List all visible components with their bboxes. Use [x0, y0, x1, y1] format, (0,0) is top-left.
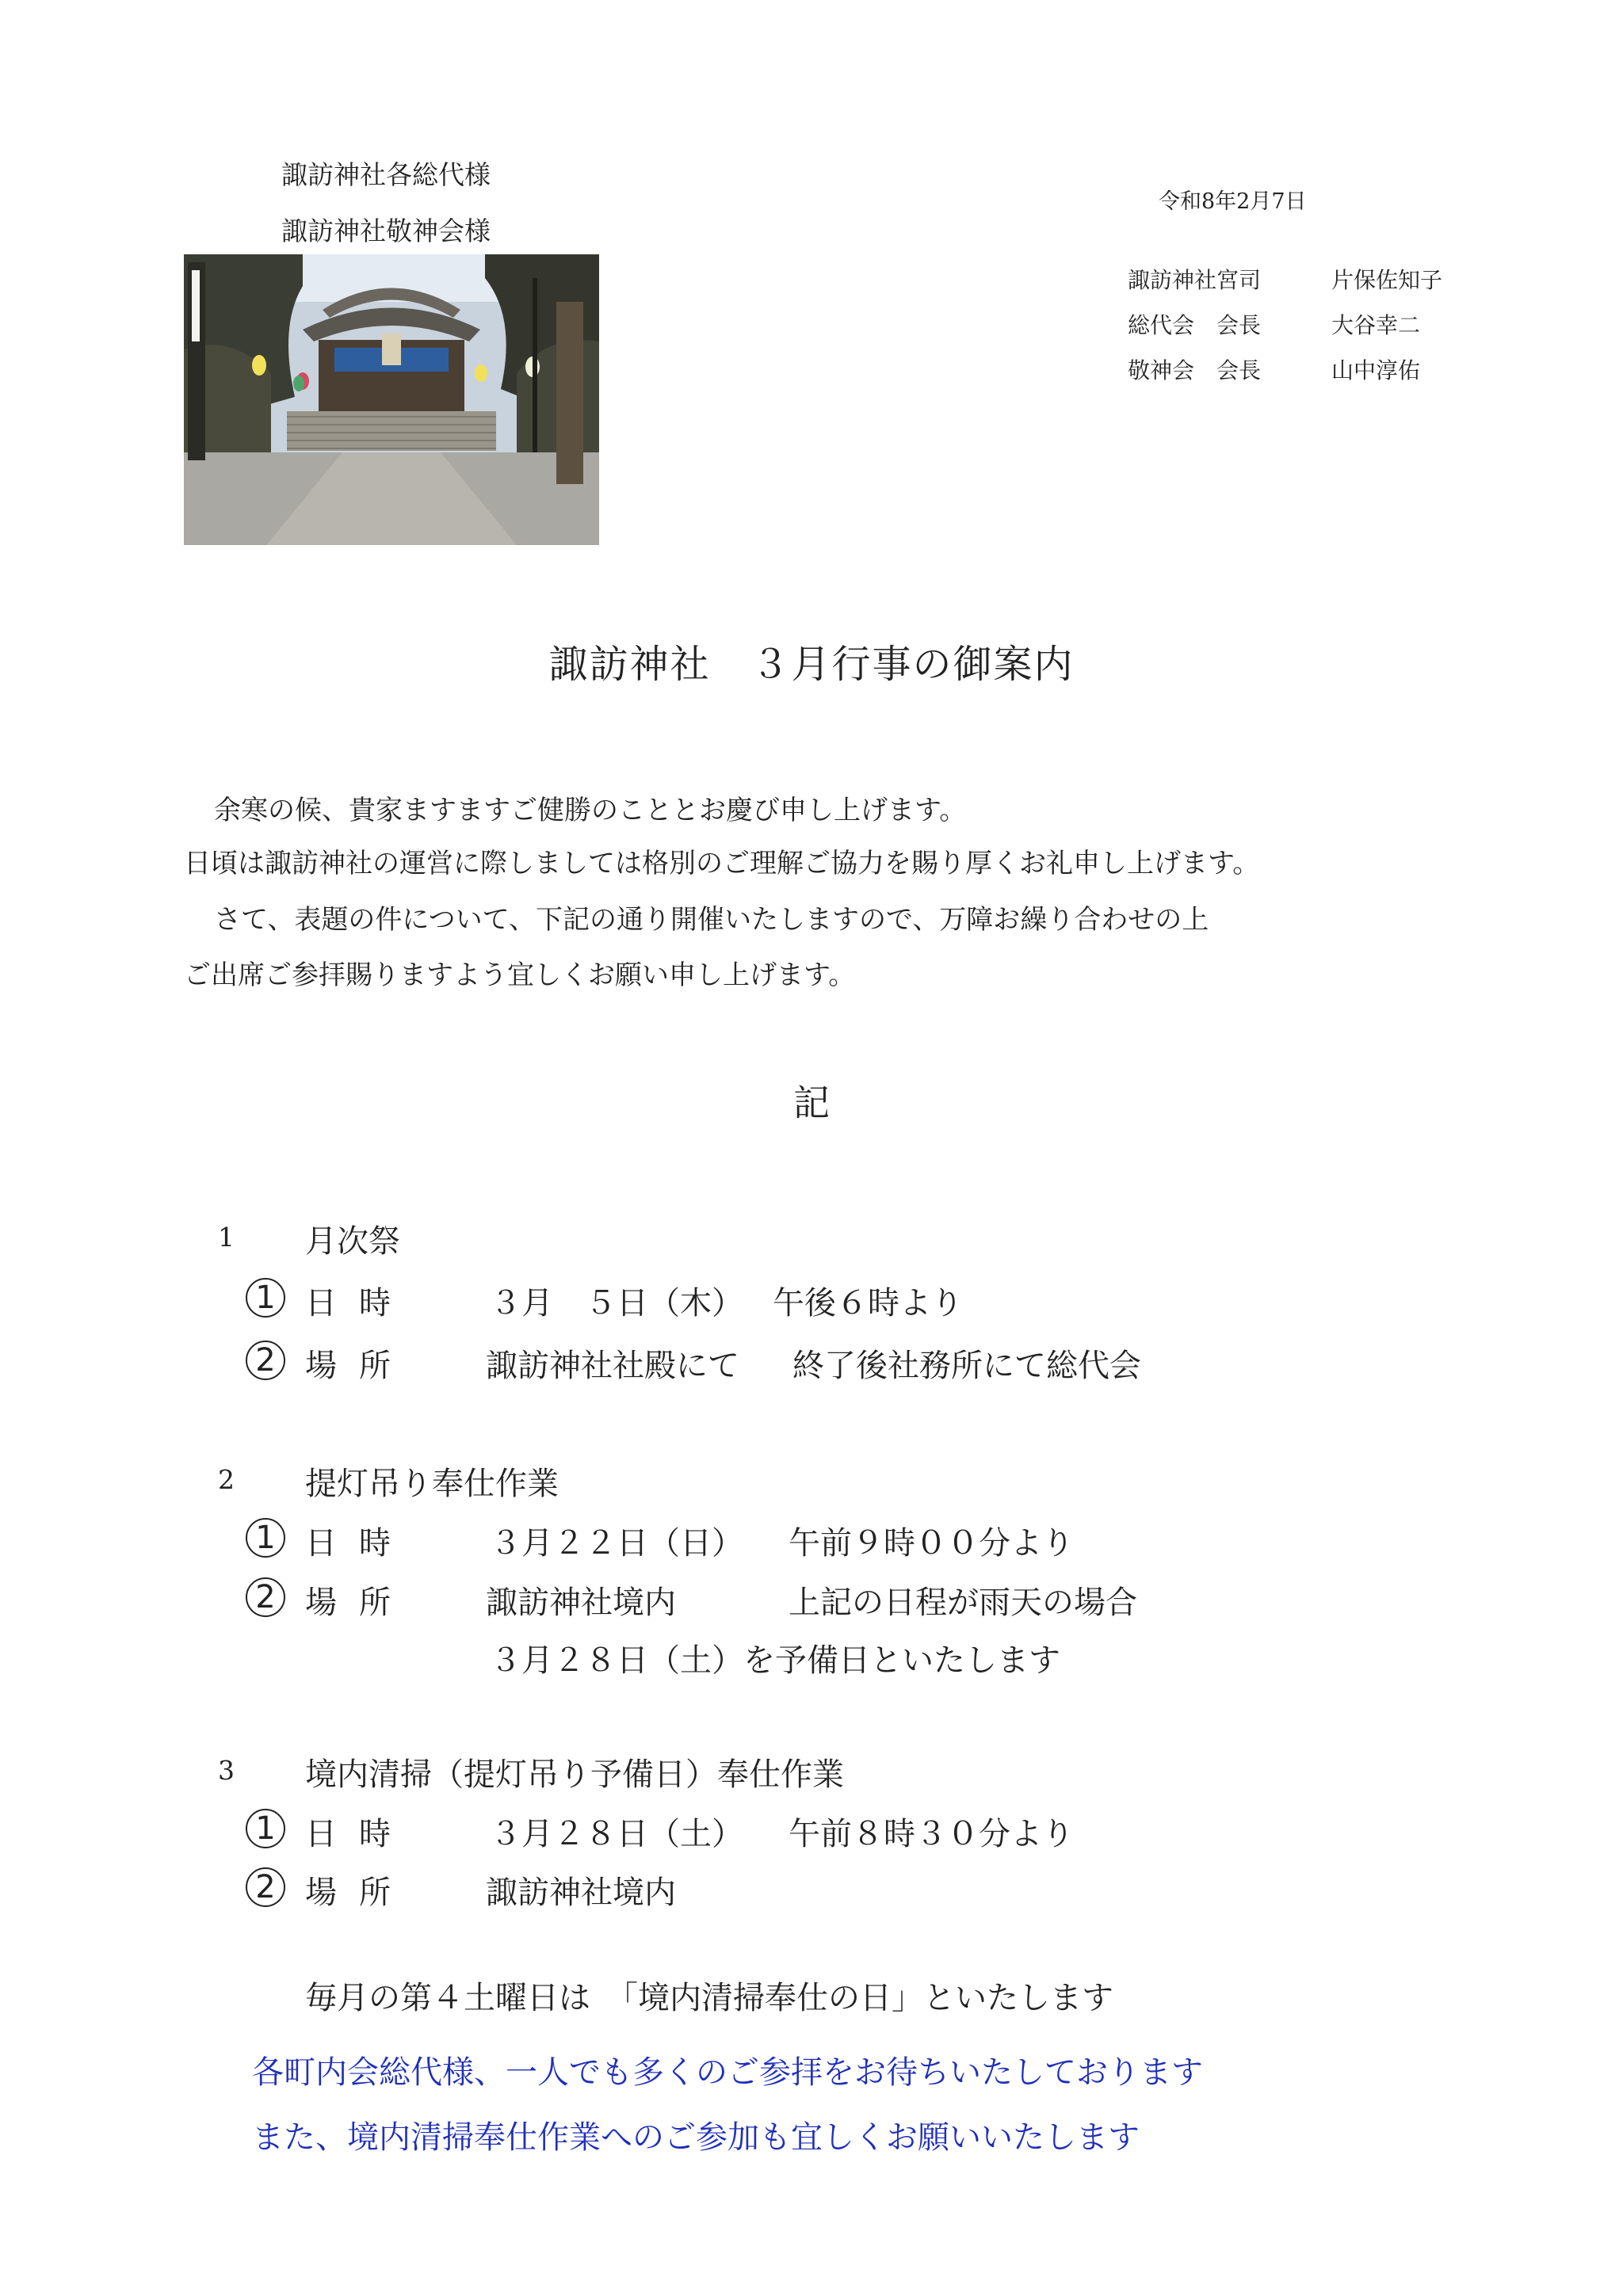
circled-number-marker: 2: [246, 1341, 285, 1380]
row-label: 場所: [305, 1348, 413, 1384]
circled-number-marker: 2: [246, 1577, 285, 1617]
ki-heading: 記: [793, 1081, 830, 1124]
row-label: 日時: [305, 1525, 413, 1562]
circled-number-marker: 2: [246, 1867, 285, 1907]
signatory-role: 総代会 会長: [1128, 312, 1262, 338]
signatory-name: 片保佐知子: [1331, 267, 1443, 293]
item-number: 3: [218, 1755, 235, 1786]
row-extra: 午前９時００分より: [789, 1525, 1074, 1562]
row-value: ３月２２日（日）: [490, 1525, 743, 1562]
item-number: 1: [218, 1222, 235, 1253]
document-date: 令和8年2月7日: [1159, 189, 1307, 214]
item-heading: 月次祭: [305, 1223, 400, 1260]
signatory-name: 大谷幸二: [1331, 312, 1421, 338]
row-continuation: ３月２８日（土）を予備日といたします: [490, 1642, 1060, 1679]
recipient-keishinkai: 諏訪神社敬神会様: [281, 215, 491, 246]
row-value: 諏訪神社境内: [486, 1585, 676, 1621]
greeting-line: ご出席ご参拝賜りますよう宜しくお願い申し上げます。: [184, 959, 856, 991]
row-label: 場所: [305, 1585, 413, 1621]
greeting-line: 余寒の候、貴家ますますご健勝のこととお慶び申し上げます。: [214, 795, 967, 826]
signatory-role: 諏訪神社宮司: [1128, 267, 1262, 293]
row-extra: 午後６時より: [773, 1285, 963, 1322]
row-value: ３月 ５日（木）: [490, 1285, 743, 1322]
row-extra: 上記の日程が雨天の場合: [789, 1585, 1137, 1621]
greeting-line: さて、表題の件について、下記の通り開催いたしますので、万障お繰り合わせの上: [214, 904, 1209, 936]
closing-line: 各町内会総代様、一人でも多くのご参拝をお待ちいたしております: [252, 2054, 1203, 2091]
row-extra: 午前８時３０分より: [789, 1816, 1074, 1852]
page-title: 諏訪神社 ３月行事の御案内: [548, 642, 1075, 687]
circled-number-marker: 1: [246, 1809, 285, 1848]
row-label: 場所: [305, 1875, 413, 1911]
circled-number-marker: 1: [246, 1518, 285, 1558]
row-value: ３月２８日（土）: [490, 1816, 743, 1852]
shrine-photo: [184, 254, 599, 545]
item-heading: 提灯吊り奉仕作業: [305, 1466, 559, 1502]
monthly-cleaning-note: 毎月の第４土曜日は 「境内清掃奉仕の日」といたします: [305, 1980, 1113, 2016]
signatory-name: 山中淳佑: [1331, 357, 1421, 383]
row-value: 諏訪神社社殿にて: [486, 1348, 739, 1384]
row-extra: 終了後社務所にて総代会: [792, 1348, 1141, 1384]
row-label: 日時: [305, 1285, 413, 1322]
row-value: 諏訪神社境内: [486, 1875, 676, 1911]
signatory-role: 敬神会 会長: [1128, 357, 1262, 383]
row-label: 日時: [305, 1816, 413, 1852]
closing-line: また、境内清掃奉仕作業へのご参加も宜しくお願いいたします: [252, 2119, 1140, 2156]
item-number: 2: [218, 1464, 235, 1495]
item-heading: 境内清掃（提灯吊り予備日）奉仕作業: [305, 1756, 844, 1793]
recipient-sodai: 諏訪神社各総代様: [281, 159, 491, 190]
greeting-line: 日頃は諏訪神社の運営に際しましては格別のご理解ご協力を賜り厚くお礼申し上げます。: [184, 848, 1260, 879]
circled-number-marker: 1: [246, 1278, 285, 1318]
